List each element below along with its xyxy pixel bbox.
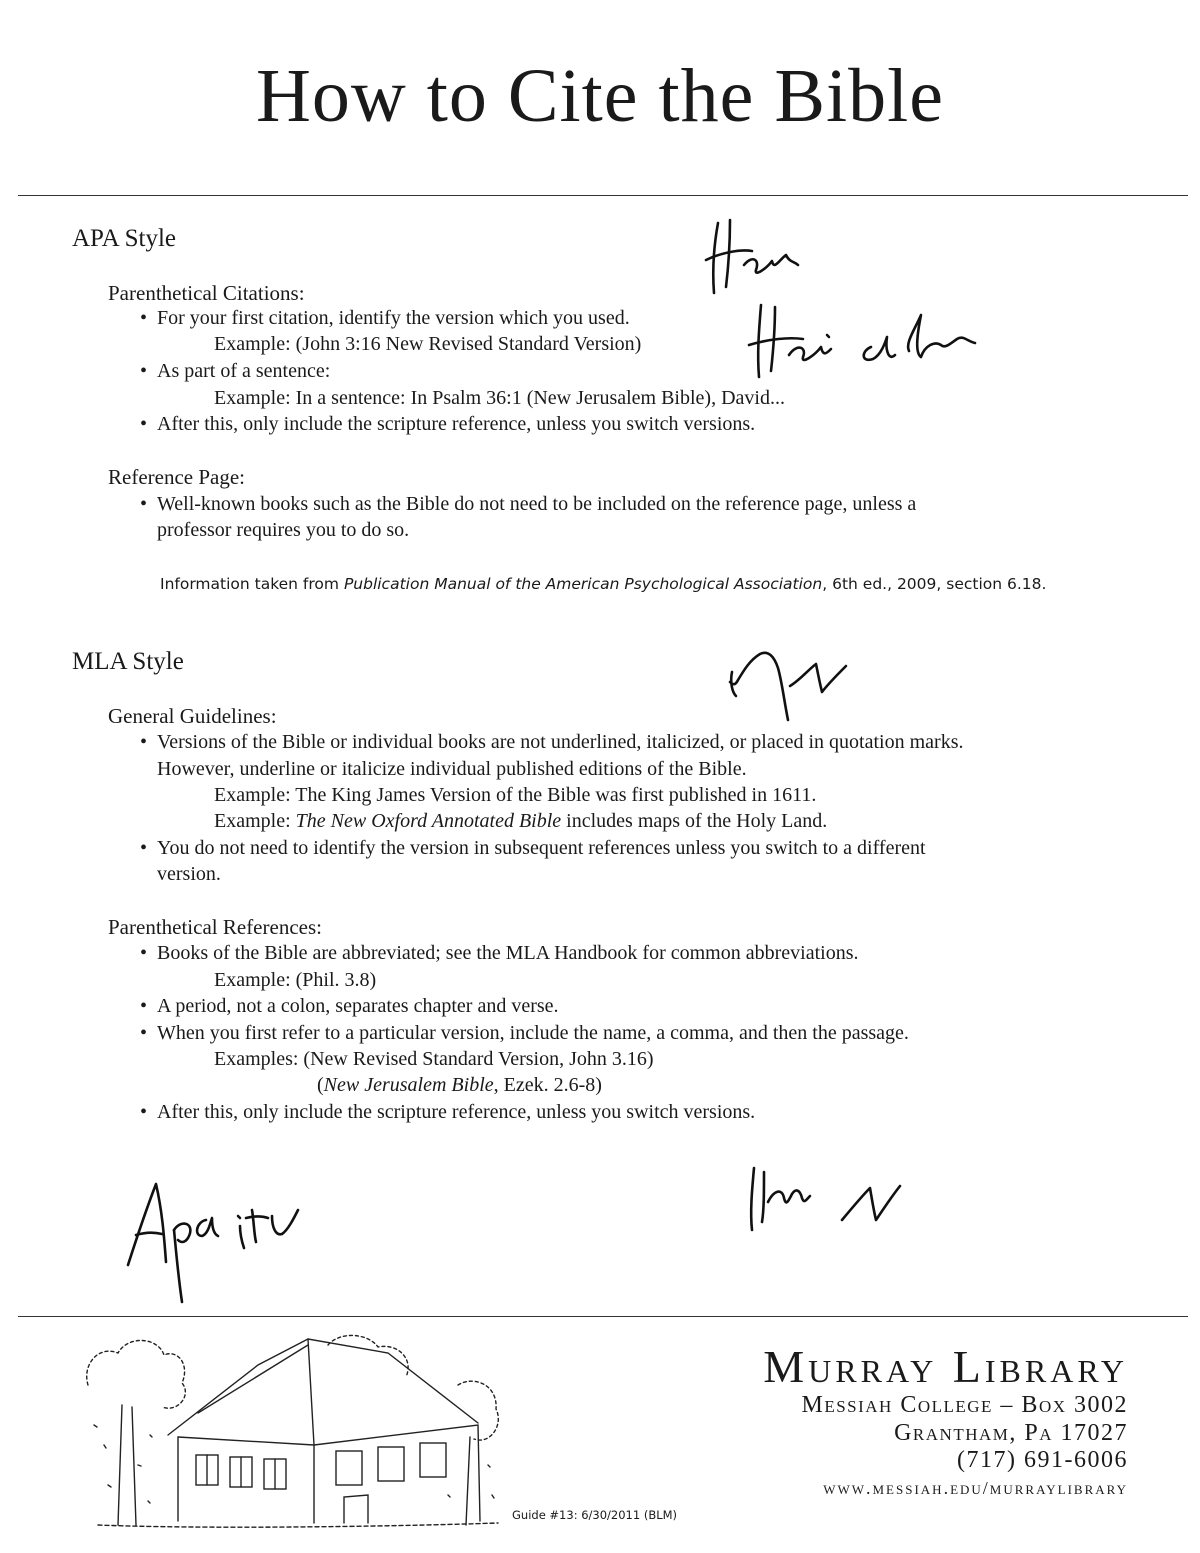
handwriting-scribble-2 bbox=[745, 295, 980, 380]
apa-bullet-2: As part of a sentence: bbox=[157, 360, 331, 382]
handwriting-scribble-5 bbox=[742, 1162, 907, 1237]
example-suffix: includes maps of the Holy Land. bbox=[561, 810, 828, 832]
bullet: • bbox=[140, 1101, 148, 1123]
mla-parenthetical-bullet-3: When you first refer to a particular version, include the name, a comma, and then the passage. bbox=[157, 1022, 909, 1044]
mla-parenthetical-example-3 bbox=[317, 1072, 602, 1098]
mla-parenthetical-example-1: Example: (Phil. 3.8) bbox=[214, 969, 377, 991]
library-building-sketch bbox=[78, 1325, 508, 1535]
apa-source-note bbox=[160, 573, 1046, 595]
handwriting-scribble-3 bbox=[722, 640, 852, 725]
example-open: ( bbox=[317, 1074, 324, 1096]
top-divider bbox=[18, 195, 1188, 196]
apa-parenthetical-heading: Parenthetical Citations: bbox=[108, 281, 305, 305]
source-prefix: Information taken from bbox=[160, 575, 344, 593]
apa-heading: APA Style bbox=[72, 225, 176, 252]
library-phone: (717) 691-6006 bbox=[957, 1447, 1128, 1473]
bullet: • bbox=[140, 307, 148, 329]
mla-heading: MLA Style bbox=[72, 648, 184, 675]
bottom-divider bbox=[18, 1316, 1188, 1317]
apa-example-1: Example: (John 3:16 New Revised Standard Version) bbox=[214, 333, 642, 355]
example-prefix: Example: bbox=[214, 810, 296, 832]
apa-reference-bullet-line-2: professor requires you to do so. bbox=[157, 519, 410, 541]
example-title: New Jerusalem Bible bbox=[323, 1074, 494, 1096]
mla-general-heading: General Guidelines: bbox=[108, 704, 277, 728]
apa-bullet-3: After this, only include the scripture reference, unless you switch versions. bbox=[157, 413, 756, 435]
mla-general-example-2 bbox=[214, 808, 827, 834]
bullet: • bbox=[140, 995, 148, 1017]
library-address-line-2: Grantham, Pa 17027 bbox=[894, 1420, 1128, 1446]
mla-general-bullet-1-line-2: However, underline or italicize individual published editions of the Bible. bbox=[157, 758, 747, 780]
apa-example-2: Example: In a sentence: In Psalm 36:1 (New Jerusalem Bible), David... bbox=[214, 387, 785, 409]
mla-parenthetical-bullet-4: After this, only include the scripture reference, unless you switch versions. bbox=[157, 1101, 756, 1123]
apa-reference-heading: Reference Page: bbox=[108, 465, 246, 489]
handwriting-scribble-1 bbox=[700, 215, 810, 300]
apa-reference-bullet-line-1: Well-known books such as the Bible do not need to be included on the reference page, unless a bbox=[157, 493, 917, 515]
bullet: • bbox=[140, 360, 148, 382]
mla-parenthetical-bullet-2: A period, not a colon, separates chapter and verse. bbox=[157, 995, 559, 1017]
bullet: • bbox=[140, 1022, 148, 1044]
mla-general-bullet-2-line-1: You do not need to identify the version in subsequent references unless you switch to a different bbox=[157, 837, 926, 859]
handwriting-scribble-4 bbox=[122, 1180, 307, 1310]
apa-bullet-1: For your first citation, identify the version which you used. bbox=[157, 307, 630, 329]
mla-general-example-1: Example: The King James Version of the Bible was first published in 1611. bbox=[214, 784, 817, 806]
source-title: Publication Manual of the American Psychological Association bbox=[343, 575, 823, 593]
mla-parenthetical-example-2: Examples: (New Revised Standard Version, John 3.16) bbox=[214, 1048, 654, 1070]
library-name: Murray Library bbox=[763, 1341, 1128, 1392]
library-url[interactable]: www.messiah.edu/murraylibrary bbox=[823, 1478, 1128, 1498]
source-suffix: , 6th ed., 2009, section 6.18. bbox=[822, 575, 1047, 593]
guide-label: Guide #13: 6/30/2011 (BLM) bbox=[512, 1508, 678, 1522]
mla-general-bullet-2-line-2: version. bbox=[157, 863, 221, 885]
bullet: • bbox=[140, 942, 148, 964]
mla-parenthetical-heading: Parenthetical References: bbox=[108, 915, 322, 939]
bullet: • bbox=[140, 413, 148, 435]
page-title: How to Cite the Bible bbox=[255, 54, 945, 138]
example-rest: , Ezek. 2.6-8) bbox=[493, 1074, 602, 1096]
example-title: The New Oxford Annotated Bible bbox=[295, 810, 562, 832]
mla-general-bullet-1-line-1: Versions of the Bible or individual books are not underlined, italicized, or placed in quotation marks. bbox=[157, 731, 964, 753]
bullet: • bbox=[140, 493, 148, 515]
bullet: • bbox=[140, 731, 148, 753]
library-address-line-1: Messiah College – Box 3002 bbox=[801, 1392, 1128, 1418]
bullet: • bbox=[140, 837, 148, 859]
mla-parenthetical-bullet-1: Books of the Bible are abbreviated; see the MLA Handbook for common abbreviations. bbox=[157, 942, 859, 964]
